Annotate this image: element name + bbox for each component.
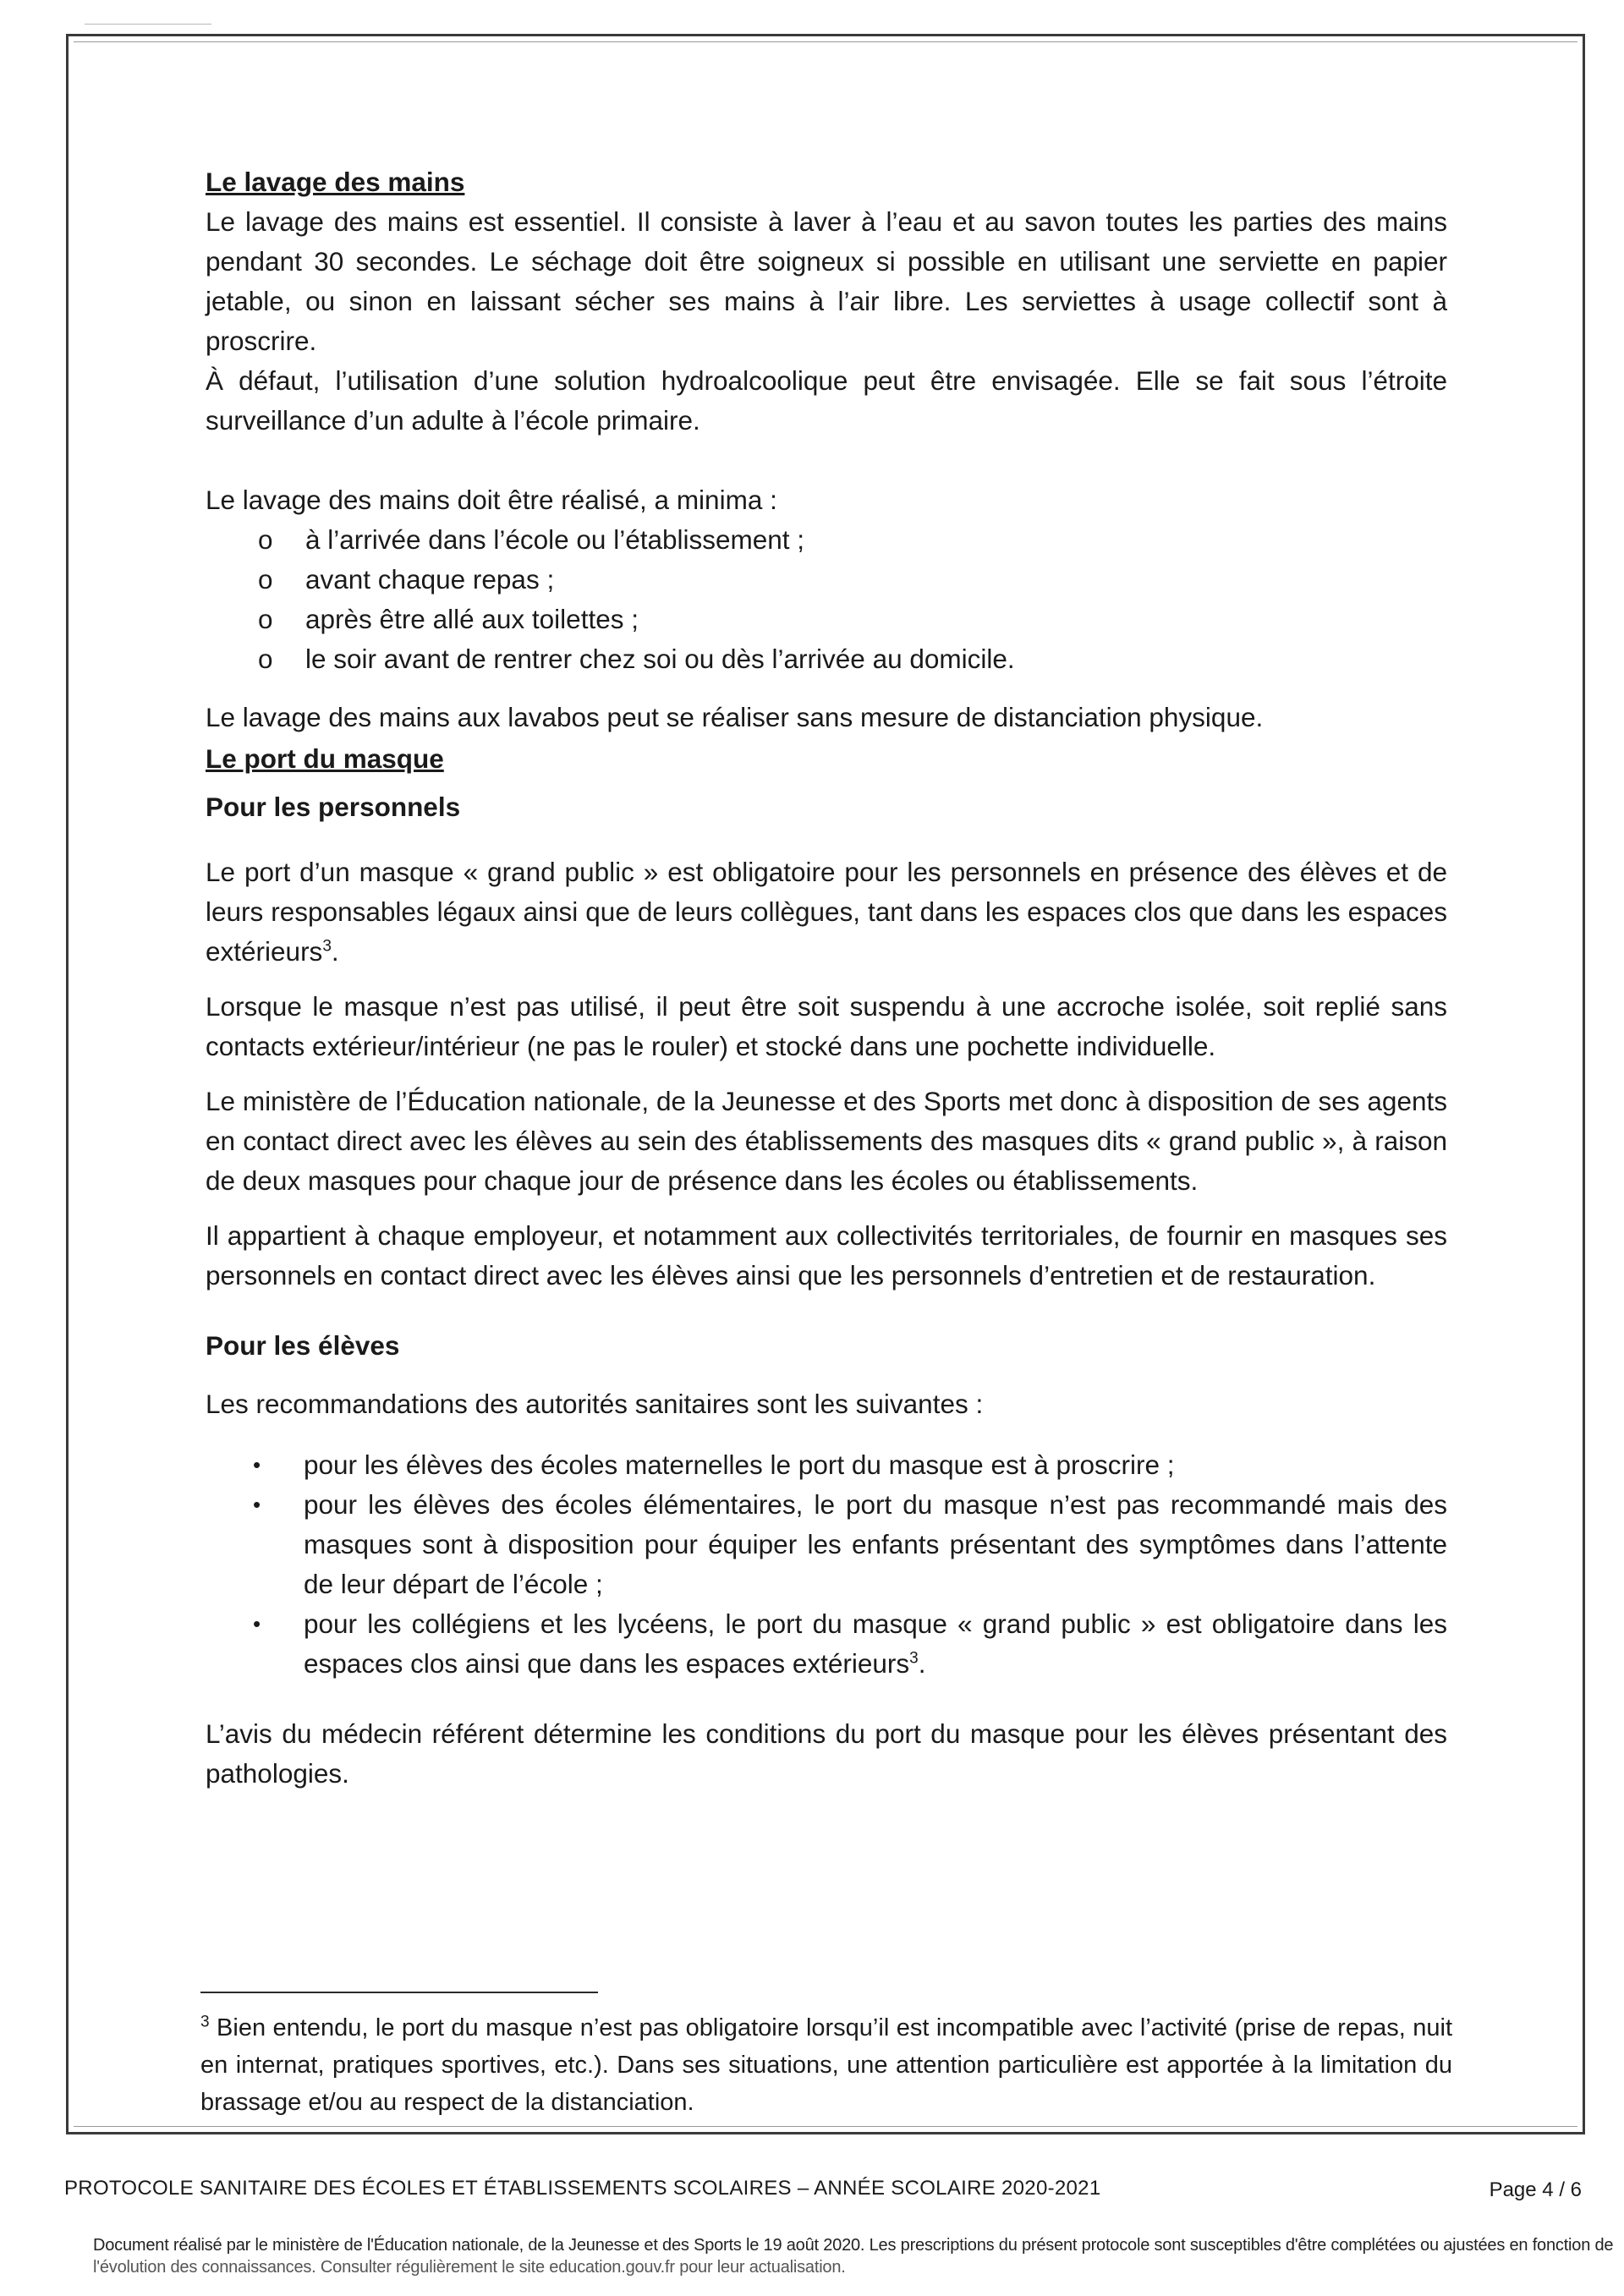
bullet-icon: •	[253, 1611, 261, 1636]
footnote-separator	[200, 1992, 598, 1993]
eleves-intro: Les recommandations des autorités sanitaires sont les suivantes :	[206, 1389, 984, 1419]
list-item: • pour les élèves des écoles élémentaires, le port du masque n’est pas recommandé mais des masques sont à disposition pour équiper les enfants présentant des symptômes dans l’attente de leur départ de l’école ;	[206, 1485, 1447, 1604]
lavage-closing: Le lavage des mains aux lavabos peut se réaliser sans mesure de distanciation physique.	[206, 702, 1264, 732]
list-item: o le soir avant de rentrer chez soi ou dès l’arrivée au domicile.	[206, 639, 1447, 679]
circle-bullet-icon: o	[258, 564, 273, 595]
bullet-icon: •	[253, 1492, 261, 1517]
disclaimer-line-2: l'évolution des connaissances. Consulter régulièrement le site education.gouv.fr pour leur actualisation.	[93, 2258, 846, 2277]
eleves-list	[206, 1445, 1447, 1684]
disclaimer-line-1: Document réalisé par le ministère de l'Éducation nationale, de la Jeunesse et des Sports le 19 août 2020. Les prescriptions du présent protocole sont susceptibles d'être complétées ou ajustées en fonction de	[93, 2236, 1614, 2255]
page-content	[206, 162, 1447, 1794]
lavage-paragraph-2: À défaut, l’utilisation d’une solution hydroalcoolique peut être envisagée. Elle se fait sous l’étroite surveillance d’un adulte à l’école primaire.	[206, 365, 1447, 436]
circle-bullet-icon: o	[258, 604, 273, 634]
bullet-icon: •	[253, 1452, 261, 1477]
list-item: o après être allé aux toilettes ;	[206, 600, 1447, 639]
circle-bullet-icon: o	[258, 524, 273, 555]
footer-title: PROTOCOLE SANITAIRE DES ÉCOLES ET ÉTABLISSEMENTS SCOLAIRES – ANNÉE SCOLAIRE 2020-2021	[64, 2177, 1101, 2200]
footer-disclaimer	[93, 2234, 1614, 2277]
subheading-personnels: Pour les personnels	[206, 792, 461, 822]
personnels-paragraph-3: Le ministère de l’Éducation nationale, de la Jeunesse et des Sports met donc à disposition de ses agents en contact direct avec les élèves au sein des établissements des masques dits « grand public », à raison de deux masques pour chaque jour de présence dans les écoles ou établissements.	[206, 1086, 1447, 1196]
scan-mark	[85, 24, 211, 28]
subheading-eleves: Pour les élèves	[206, 1330, 400, 1361]
list-item: • pour les collégiens et les lycéens, le port du masque « grand public » est obligatoire dans les espaces clos ainsi que dans les espaces extérieurs$^3$.	[206, 1604, 1447, 1684]
footnote-ref: 3	[909, 1649, 919, 1668]
lavage-list	[206, 520, 1447, 679]
personnels-paragraph-1: Le port d’un masque « grand public » est obligatoire pour les personnels en présence des élèves et de leurs responsables légaux ainsi que de leurs collègues, tant dans les espaces clos que dans les espaces extérieurs$^3$.	[206, 857, 1447, 967]
lavage-intro: Le lavage des mains doit être réalisé, a minima :	[206, 485, 777, 515]
personnels-paragraph-2: Lorsque le masque n’est pas utilisé, il peut être soit suspendu à une accroche isolée, soit replié sans contacts extérieur/intérieur (ne pas le rouler) et stocké dans une pochette individuelle.	[206, 991, 1447, 1061]
list-item: o avant chaque repas ;	[206, 560, 1447, 600]
list-item: • pour les élèves des écoles maternelles le port du masque est à proscrire ;	[206, 1445, 1447, 1485]
personnels-paragraph-4: Il appartient à chaque employeur, et notamment aux collectivités territoriales, de fournir en masques ses personnels en contact direct avec les élèves ainsi que les personnels d’entretien et de restauration.	[206, 1220, 1447, 1290]
page-number: Page 4 / 6	[1489, 2178, 1582, 2201]
footnote-number: 3	[200, 2013, 210, 2031]
footnote: $^3$ Bien entendu, le port du masque n’est pas obligatoire lorsqu’il est incompatible avec l’activité (prise de repas, nuit en internat, pratiques sportives, etc.). Dans ses situations, une attention particulière est apportée à la limitation du brassage et/ou au respect de la distanciation.	[200, 2013, 1452, 2116]
eleves-closing: L’avis du médecin référent détermine les conditions du port du masque pour les élèves présentant des pathologies.	[206, 1718, 1447, 1789]
section-heading-masque: Le port du masque	[206, 743, 444, 774]
footnote-ref: 3	[322, 937, 332, 956]
section-heading-lavage: Le lavage des mains	[206, 167, 465, 197]
lavage-paragraph-1: Le lavage des mains est essentiel. Il consiste à laver à l’eau et au savon toutes les parties des mains pendant 30 secondes. Le séchage doit être soigneux si possible en utilisant une serviette en papier jetable, ou sinon en laissant sécher ses mains à l’air libre. Les serviettes à usage collectif sont à proscrire.	[206, 206, 1447, 356]
circle-bullet-icon: o	[258, 644, 273, 674]
list-item: o à l’arrivée dans l’école ou l’établissement ;	[206, 520, 1447, 560]
